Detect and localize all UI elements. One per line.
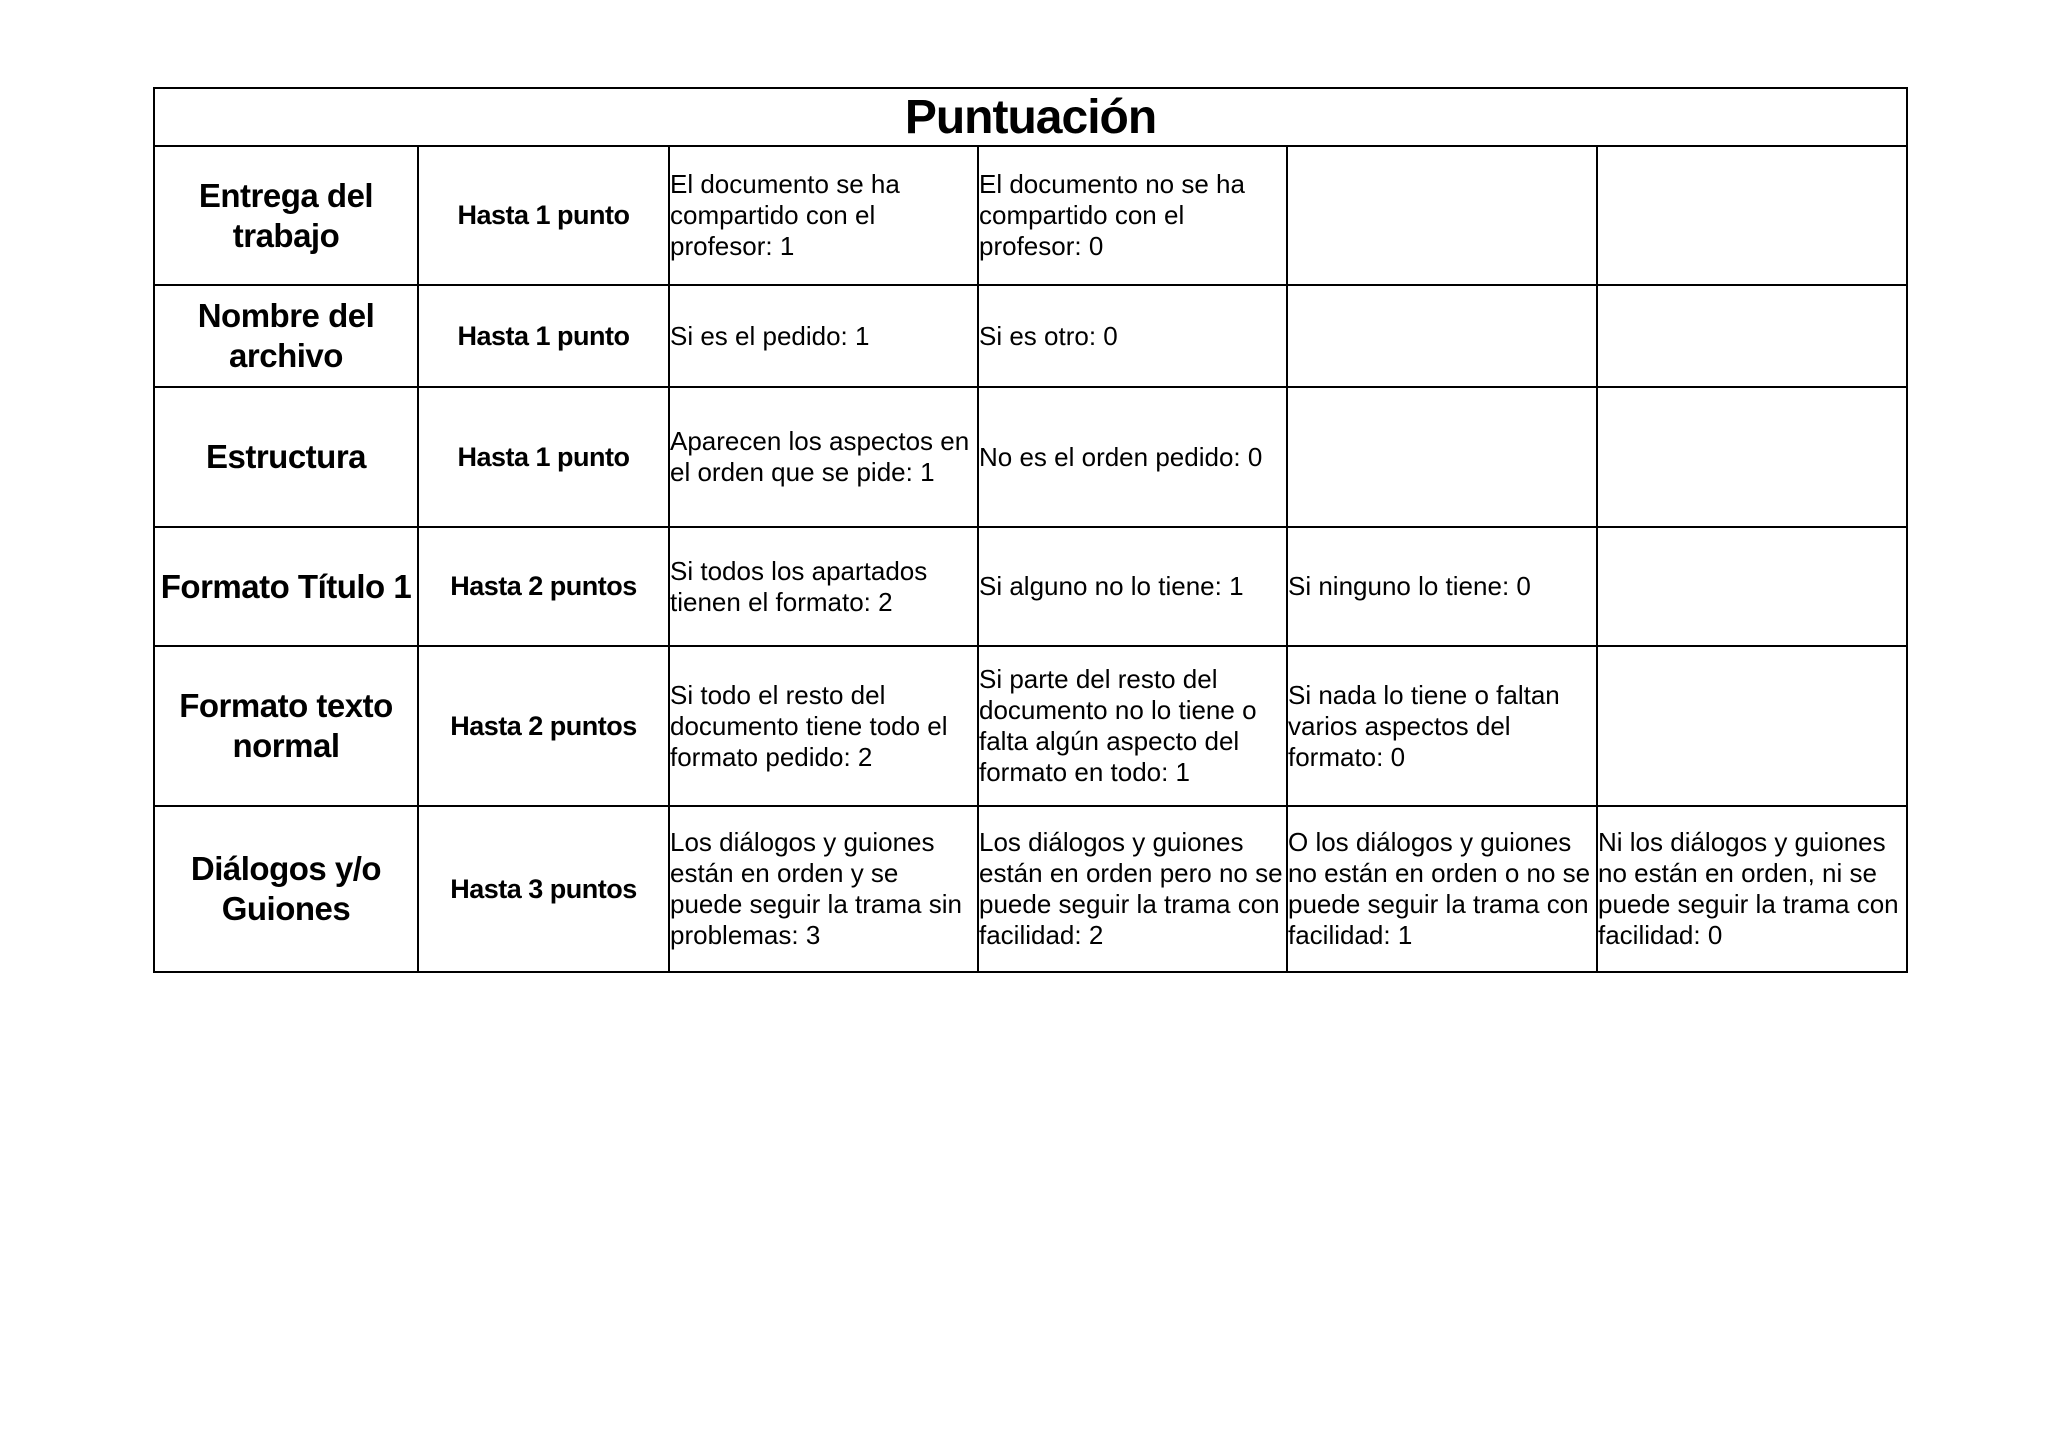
level-cell: Si parte del resto del documento no lo tiene o falta algún aspecto del formato en todo: 1 — [978, 646, 1287, 806]
table-row — [154, 146, 1907, 285]
level-cell — [1597, 146, 1907, 285]
level-cell: Si nada lo tiene o faltan varios aspectos del formato: 0 — [1287, 646, 1597, 806]
criterion-cell: Formato texto normal — [154, 646, 418, 806]
points-cell: Hasta 2 puntos — [418, 527, 669, 646]
level-cell: O los diálogos y guiones no están en orden o no se puede seguir la trama con facilidad: 1 — [1287, 806, 1597, 972]
level-cell — [1597, 527, 1907, 646]
level-cell: Aparecen los aspectos en el orden que se pide: 1 — [669, 387, 978, 527]
level-cell: El documento no se ha compartido con el profesor: 0 — [978, 146, 1287, 285]
level-cell: Los diálogos y guiones están en orden pero no se puede seguir la trama con facilidad: 2 — [978, 806, 1287, 972]
level-cell: Si alguno no lo tiene: 1 — [978, 527, 1287, 646]
table-row — [154, 387, 1907, 527]
criterion-cell: Nombre del archivo — [154, 285, 418, 387]
level-cell: Ni los diálogos y guiones no están en orden, ni se puede seguir la trama con facilidad: 0 — [1597, 806, 1907, 972]
criterion-cell: Diálogos y/o Guiones — [154, 806, 418, 972]
level-cell — [1287, 146, 1597, 285]
level-cell: Si ninguno lo tiene: 0 — [1287, 527, 1597, 646]
level-cell: Si es otro: 0 — [978, 285, 1287, 387]
rubric-table — [153, 87, 1908, 973]
criterion-cell: Estructura — [154, 387, 418, 527]
table-title: Puntuación — [154, 88, 1907, 146]
level-cell — [1287, 285, 1597, 387]
table-row — [154, 646, 1907, 806]
level-cell: El documento se ha compartido con el profesor: 1 — [669, 146, 978, 285]
table-row — [154, 285, 1907, 387]
points-cell: Hasta 3 puntos — [418, 806, 669, 972]
criterion-cell: Entrega del trabajo — [154, 146, 418, 285]
level-cell: Si todos los apartados tienen el formato: 2 — [669, 527, 978, 646]
level-cell: Si todo el resto del documento tiene todo el formato pedido: 2 — [669, 646, 978, 806]
level-cell — [1597, 285, 1907, 387]
points-cell: Hasta 1 punto — [418, 146, 669, 285]
level-cell: No es el orden pedido: 0 — [978, 387, 1287, 527]
criterion-cell: Formato Título 1 — [154, 527, 418, 646]
table-row — [154, 527, 1907, 646]
level-cell — [1597, 387, 1907, 527]
level-cell: Los diálogos y guiones están en orden y se puede seguir la trama sin problemas: 3 — [669, 806, 978, 972]
table-row — [154, 806, 1907, 972]
points-cell: Hasta 1 punto — [418, 285, 669, 387]
level-cell — [1287, 387, 1597, 527]
points-cell: Hasta 1 punto — [418, 387, 669, 527]
level-cell — [1597, 646, 1907, 806]
title-row — [154, 88, 1907, 146]
level-cell: Si es el pedido: 1 — [669, 285, 978, 387]
points-cell: Hasta 2 puntos — [418, 646, 669, 806]
